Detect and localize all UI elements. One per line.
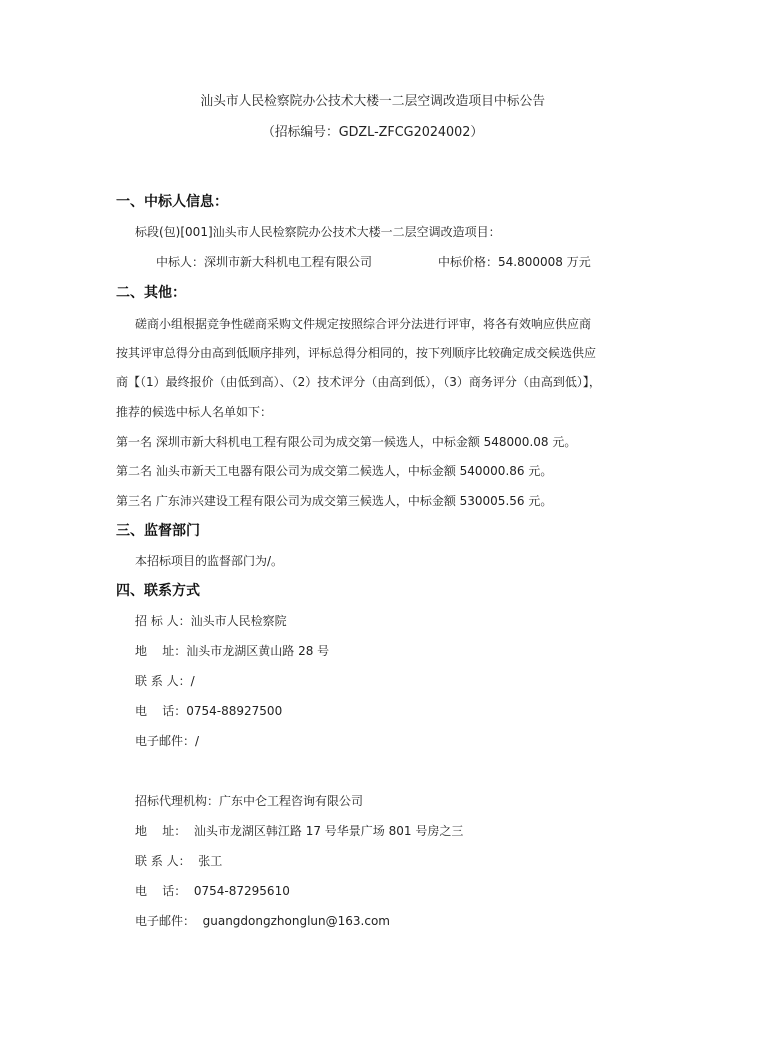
agency-email-line: 电子邮件： guangdongzhonglun@163.com xyxy=(135,914,390,928)
paragraph-line-3: 商【（1）最终报价（由低到高）、（2）技术评分（由高到低），（3）商务评分（由高到低）】， xyxy=(116,375,601,389)
winner-name: 中标人：深圳市新大科机电工程有限公司 xyxy=(156,255,373,269)
lot-description: 标段(包)[001]汕头市人民检察院办公技术大楼一二层空调改造项目： xyxy=(135,225,501,239)
paragraph-line-2: 按其评审总得分由高到低顺序排列，评标总得分相同的，按下列顺序比较确定成交候选供应 xyxy=(116,346,597,360)
paragraph-line-4: 推荐的候选中标人名单如下： xyxy=(116,405,273,419)
tenderer-line: 招 标 人：汕头市人民检察院 xyxy=(135,614,287,628)
agency-contact-line: 联 系 人： 张工 xyxy=(135,854,223,868)
agency-address-line: 地 址： 汕头市龙湖区韩江路 17 号华景广场 801 号房之三 xyxy=(135,824,464,838)
agency-line: 招标代理机构：广东中仑工程咨询有限公司 xyxy=(135,794,364,808)
section-heading-other: 二、其他： xyxy=(116,285,186,301)
candidate-second: 第二名 汕头市新天工电器有限公司为成交第二候选人，中标金额 540000.86 元。 xyxy=(116,464,553,478)
supervision-text: 本招标项目的监督部门为/。 xyxy=(135,554,284,568)
agency-phone-line: 电 话： 0754-87295610 xyxy=(135,884,290,898)
candidate-first: 第一名 深圳市新大科机电工程有限公司为成交第一候选人，中标金额 548000.08 元。 xyxy=(116,435,577,449)
address-line: 地 址：汕头市龙湖区黄山路 28 号 xyxy=(135,644,330,658)
winner-row xyxy=(156,254,591,270)
phone-line: 电 话：0754-88927500 xyxy=(135,704,283,718)
email-line: 电子邮件：/ xyxy=(135,734,200,748)
section-heading-winner-info: 一、中标人信息： xyxy=(116,194,228,210)
candidate-third: 第三名 广东沛兴建设工程有限公司为成交第三候选人，中标金额 530005.56 元。 xyxy=(116,494,553,508)
contact-person-line: 联 系 人：/ xyxy=(135,674,195,688)
winning-price: 中标价格：54.800008 万元 xyxy=(438,255,591,269)
section-heading-contact: 四、联系方式 xyxy=(116,583,200,599)
tender-number: （招标编号：GDZL-ZFCG2024002） xyxy=(262,125,484,140)
paragraph-line-1: 磋商小组根据竞争性磋商采购文件规定按照综合评分法进行评审，将各有效响应供应商 xyxy=(135,317,592,331)
section-heading-supervision: 三、监督部门 xyxy=(116,523,200,539)
document-title: 汕头市人民检察院办公技术大楼一二层空调改造项目中标公告 xyxy=(200,94,546,109)
